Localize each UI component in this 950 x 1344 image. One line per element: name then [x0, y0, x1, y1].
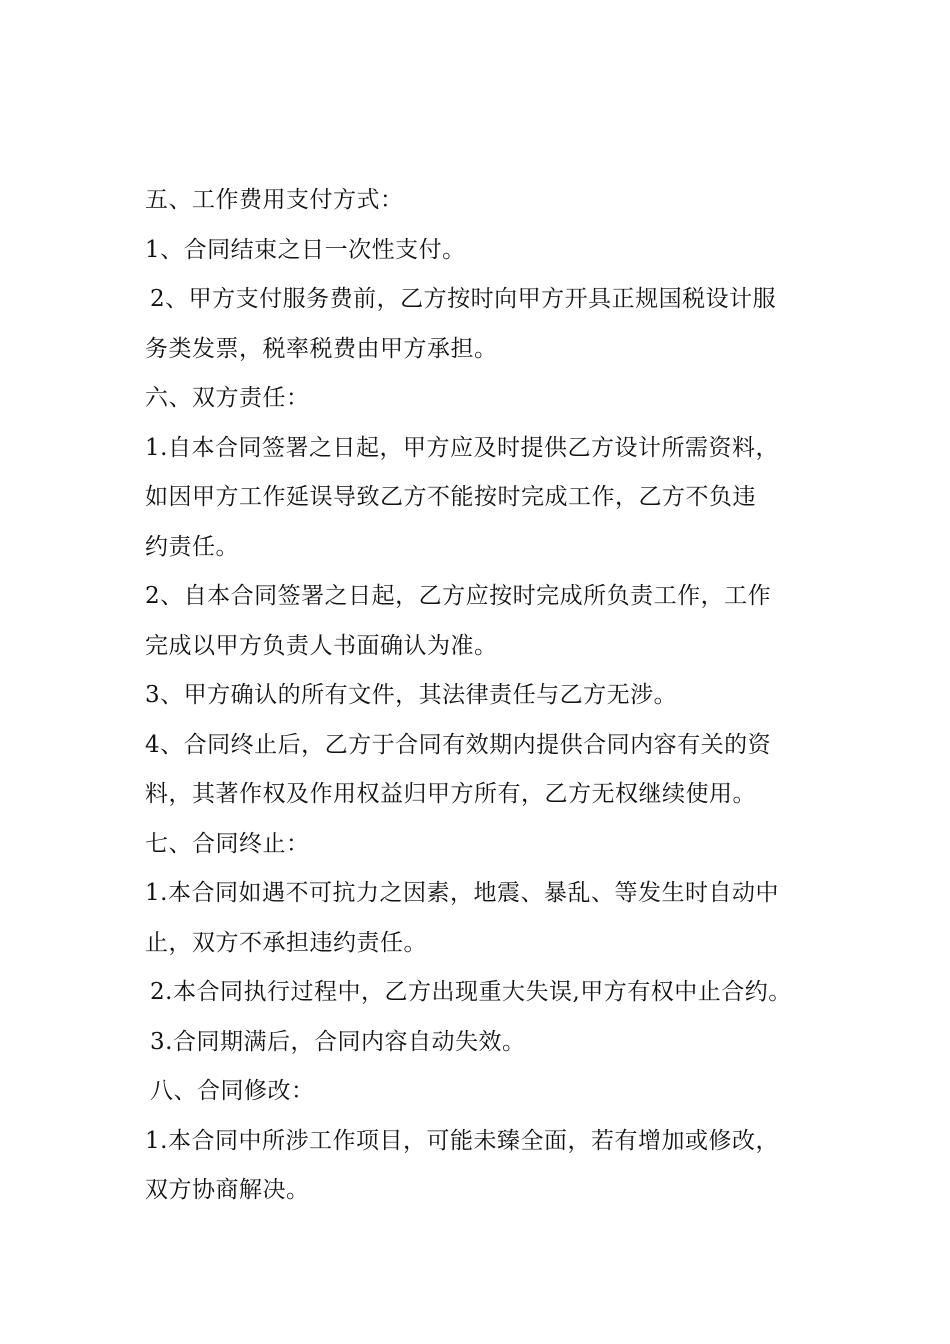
- section-6-item-2-line-2: 完成以甲方负责人书面确认为准。: [145, 632, 498, 659]
- section-7-item-1-line-1: 1.本合同如遇不可抗力之因素，地震、暴乱、等发生时自动中: [145, 880, 779, 906]
- section-6-heading: 六、双方责任：: [145, 385, 310, 411]
- section-7-item-1-line-2: 止，双方不承担违约责任。: [145, 929, 427, 956]
- section-5-item-2-line-1: 2、甲方支付服务费前，乙方按时向甲方开具正规国税设计服: [150, 286, 777, 312]
- section-6-item-1-line-1: 1.自本合同签署之日起，甲方应及时提供乙方设计所需资料，: [145, 434, 779, 461]
- section-7-heading: 七、合同终止：: [145, 830, 310, 857]
- section-7-item-2: 2.本合同执行过程中，乙方出现重大失误,甲方有权中止合约。: [150, 979, 792, 1005]
- section-6-item-1-line-3: 约责任。: [145, 533, 239, 560]
- section-8-item-1-line-2: 双方协商解决。: [145, 1177, 310, 1203]
- section-5-item-2-line-2: 务类发票，税率税费由甲方承担。: [145, 335, 498, 362]
- section-6-item-2-line-1: 2、自本合同签署之日起，乙方应按时完成所负责工作，工作: [145, 583, 772, 609]
- section-6-item-1-line-2: 如因甲方工作延误导致乙方不能按时完成工作，乙方不负违: [145, 484, 756, 510]
- section-5-item-1: 1、合同结束之日一次性支付。: [145, 236, 466, 263]
- section-6-item-3: 3、甲方确认的所有文件，其法律责任与乙方无涉。: [145, 682, 678, 708]
- section-6-item-4-line-1: 4、合同终止后，乙方于合同有效期内提供合同内容有关的资: [145, 731, 772, 758]
- section-5-heading: 五、工作费用支付方式：: [145, 187, 404, 213]
- section-7-item-3: 3.合同期满后，合同内容自动失效。: [150, 1028, 526, 1055]
- contract-text: [145, 176, 825, 1216]
- section-8-heading: 八、合同修改：: [150, 1078, 315, 1104]
- section-8-item-1-line-1: 1.本合同中所涉工作项目，可能未臻全面，若有增加或修改，: [145, 1127, 779, 1154]
- section-6-item-4-line-2: 料，其著作权及作用权益归甲方所有，乙方无权继续使用。: [145, 781, 756, 807]
